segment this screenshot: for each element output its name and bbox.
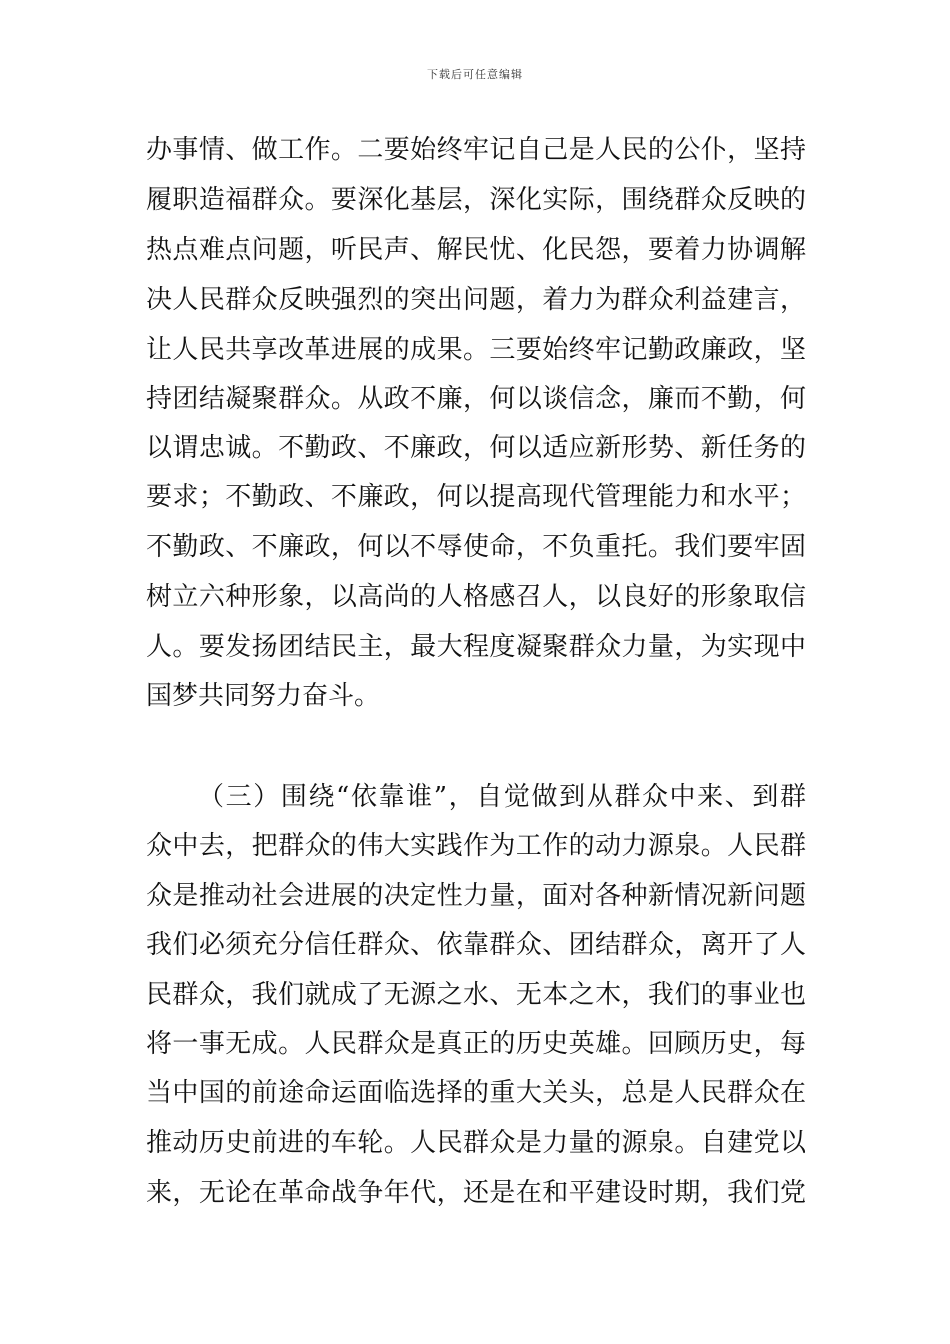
text-line: 决人民群众反映强烈的突出问题，着力为群众利益建言， [146, 285, 806, 315]
text-line: 树立六种形象，以高尚的人格感召人，以良好的形象取信 [146, 582, 806, 612]
text-line: 我们必须充分信任群众、依靠群众、团结群众，离开了人 [146, 930, 806, 960]
text-line: 众是推动社会进展的决定性力量，面对各种新情况新问题 [146, 881, 806, 911]
text-line: 办事情、做工作。二要始终牢记自己是人民的公仆，坚持 [146, 135, 806, 165]
text-line: 来，无论在革命战争年代，还是在和平建设时期，我们党 [146, 1178, 806, 1208]
text-line: 民群众，我们就成了无源之水、无本之木，我们的事业也 [146, 980, 806, 1010]
text-line: 持团结凝聚群众。从政不廉，何以谈信念，廉而不勤，何 [146, 384, 806, 414]
page-header: 下载后可任意编辑 [427, 68, 523, 81]
text-line: 众中去，把群众的伟大实践作为工作的动力源泉。人民群 [146, 831, 806, 861]
text-line: 热点难点问题，听民声、解民忧、化民怨，要着力协调解 [146, 235, 806, 265]
text-line: 推动历史前进的车轮。人民群众是力量的源泉。自建党以 [146, 1128, 806, 1158]
text-line: 让人民共享改革进展的成果。三要始终牢记勤政廉政，坚 [146, 335, 806, 365]
text-line: 履职造福群众。要深化基层，深化实际，围绕群众反映的 [146, 185, 806, 215]
text-line: （三）围绕“依靠谁”，自觉做到从群众中来、到群 [198, 782, 806, 812]
text-line: 将一事无成。人民群众是真正的历史英雄。回顾历史，每 [146, 1029, 806, 1059]
text-line: 以谓忠诚。不勤政、不廉政，何以适应新形势、新任务的 [146, 433, 806, 463]
text-line: 要求；不勤政、不廉政，何以提高现代管理能力和水平； [146, 482, 806, 512]
text-line: 不勤政、不廉政，何以不辱使命，不负重托。我们要牢固 [146, 532, 806, 562]
text-line: 人。要发扬团结民主，最大程度凝聚群众力量，为实现中 [146, 632, 806, 662]
text-line: 国梦共同努力奋斗。 [146, 681, 381, 711]
text-line: 当中国的前途命运面临选择的重大关头，总是人民群众在 [146, 1078, 806, 1108]
